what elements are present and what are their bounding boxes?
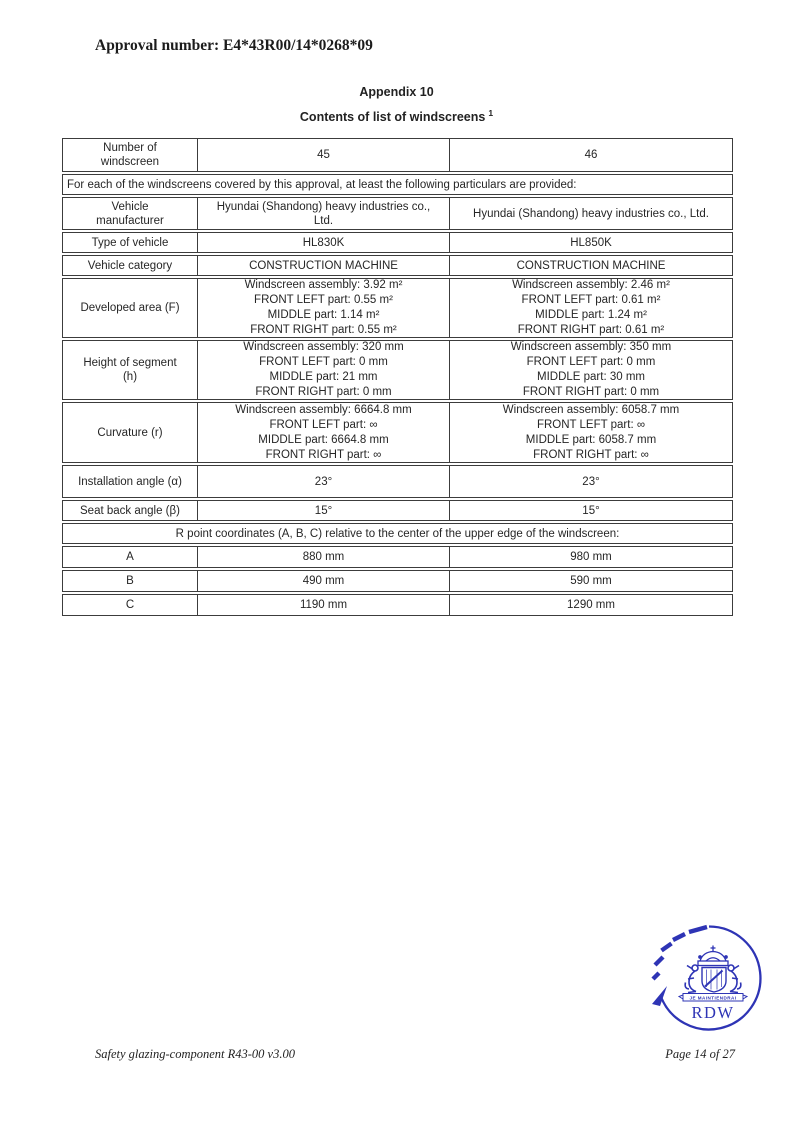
cell-c-45	[197, 595, 449, 615]
cell-text: HL850K	[570, 236, 612, 249]
table-row-seat-back-angle	[62, 500, 733, 521]
multiline-values	[243, 341, 403, 399]
value-line: MIDDLE part: 6058.7 mm	[525, 433, 657, 446]
multiline-values	[512, 279, 670, 337]
cell-b-46	[449, 571, 732, 591]
multiline-values	[511, 341, 671, 399]
table-row-curvature	[62, 402, 733, 463]
cell-installation-angle-46	[449, 466, 732, 497]
cell-type-46	[449, 233, 732, 252]
row-header-vehicle-category	[63, 256, 197, 275]
cell-text: 23°	[314, 475, 333, 488]
row-header-a	[63, 547, 197, 567]
crown-icon	[698, 946, 728, 966]
table-row-developed-area	[62, 278, 733, 338]
cell-curvature-45	[197, 403, 449, 462]
multiline-values	[503, 403, 679, 462]
value-line: Windscreen assembly: 350 mm	[510, 341, 672, 353]
shield-icon	[702, 968, 726, 993]
row-header-c	[63, 595, 197, 615]
value-line: MIDDLE part: 1.14 m²	[267, 309, 380, 321]
cell-windscreen-46-number	[449, 139, 732, 171]
row-label: B	[126, 575, 134, 587]
value-line: Windscreen assembly: 6664.8 mm	[235, 403, 412, 416]
appendix-title: Appendix 10	[359, 85, 434, 99]
footnote-marker: 1	[488, 108, 494, 118]
motto-text: JE MAINTIENDRAI	[689, 995, 737, 1001]
value-line: FRONT RIGHT part: ∞	[533, 448, 649, 461]
multiline-values	[235, 403, 411, 462]
row-label: Vehicle category	[87, 259, 173, 272]
cell-developed-area-46	[449, 279, 732, 337]
rdw-stamp-logo	[650, 920, 768, 1038]
cell-text: 880 mm	[302, 551, 345, 563]
value-line: Windscreen assembly: 6058.7 mm	[502, 403, 680, 416]
table-row-coordinate-c	[62, 594, 733, 616]
value-line: MIDDLE part: 6664.8 mm	[258, 433, 389, 446]
row-label: Installation angle (α)	[78, 475, 182, 488]
footer-document-id: Safety glazing-component R43-00 v3.00	[95, 1047, 295, 1061]
value-line: FRONT LEFT part: 0.55 m²	[254, 294, 393, 306]
cell-text: CONSTRUCTION MACHINE	[249, 259, 398, 272]
table-row-type-of-vehicle	[62, 232, 733, 253]
footer-page-number: Page 14 of 27	[665, 1047, 735, 1061]
value-line: FRONT RIGHT part: 0 mm	[522, 386, 660, 398]
row-label: Curvature (r)	[97, 426, 163, 439]
r-point-heading-cell	[63, 524, 732, 543]
value-line: FRONT LEFT part: ∞	[269, 418, 378, 431]
cell-text: HL830K	[302, 236, 345, 249]
table-row-coordinate-b	[62, 570, 733, 592]
value-line: FRONT LEFT part: 0 mm	[526, 356, 656, 368]
cell-text: 980 mm	[570, 551, 612, 563]
row-header-height-of-segment	[63, 341, 197, 399]
cell-type-45	[197, 233, 449, 252]
cell-text: 15°	[314, 504, 333, 517]
cell-curvature-46	[449, 403, 732, 462]
cell-text: 1190 mm	[299, 599, 348, 611]
table-row-installation-angle	[62, 465, 733, 498]
table-row-vehicle-manufacturer	[62, 197, 733, 230]
cell-text: 490 mm	[302, 575, 345, 587]
cell-text: 1290 mm	[567, 599, 615, 611]
row-label: Seat back angle (β)	[80, 504, 180, 517]
cell-installation-angle-45	[197, 466, 449, 497]
value-line: Windscreen assembly: 2.46 m²	[512, 279, 670, 291]
table-row-height-of-segment	[62, 340, 733, 400]
cell-text: 590 mm	[570, 575, 612, 587]
multiline-values	[245, 279, 403, 337]
cell-text: Hyundai (Shandong) heavy industries co., Ltd.	[473, 207, 709, 220]
contents-title-text: Contents of list of windscreens	[299, 110, 486, 125]
note-cell	[63, 175, 732, 194]
note-text: For each of the windscreens covered by this approval, at least the following particulars are provided:	[67, 178, 577, 191]
row-label: C	[125, 599, 135, 611]
cell-a-46	[449, 547, 732, 567]
windscreen-table	[62, 138, 733, 616]
value-line: MIDDLE part: 1.24 m²	[535, 309, 647, 321]
contents-title	[0, 108, 793, 124]
cell-seat-back-angle-46	[449, 501, 732, 520]
row-label: Vehicle manufacturer	[96, 200, 164, 227]
row-header-number-of-windscreen	[63, 139, 197, 171]
r-point-heading-text: R point coordinates (A, B, C) relative to the center of the upper edge of the windscreen:	[175, 527, 620, 540]
lion-left-icon	[685, 965, 698, 993]
cell-height-46	[449, 341, 732, 399]
row-header-installation-angle	[63, 466, 197, 497]
table-row-coordinate-a	[62, 546, 733, 568]
value-line: FRONT RIGHT part: 0.61 m²	[517, 324, 665, 336]
cell-a-45	[197, 547, 449, 567]
stamp-comet-dashes	[653, 927, 707, 979]
value-line: Windscreen assembly: 320 mm	[243, 341, 404, 353]
cell-text: 45	[317, 149, 330, 161]
cell-text: Hyundai (Shandong) heavy industries co., Ltd.	[216, 200, 431, 227]
cell-category-45	[197, 256, 449, 275]
cell-windscreen-45-number	[197, 139, 449, 171]
cell-seat-back-angle-45	[197, 501, 449, 520]
value-line: FRONT LEFT part: ∞	[536, 418, 646, 431]
cell-manufacturer-45	[197, 198, 449, 229]
rdw-text: RDW	[691, 1003, 735, 1022]
cell-text: 15°	[582, 504, 600, 517]
table-row-r-point-heading	[62, 523, 733, 544]
cell-text: 46	[584, 149, 598, 161]
value-line: MIDDLE part: 21 mm	[269, 371, 378, 383]
row-header-vehicle-manufacturer	[63, 198, 197, 229]
table-row-note	[62, 174, 733, 195]
value-line: FRONT LEFT part: 0.61 m²	[521, 294, 661, 306]
row-header-type-of-vehicle	[63, 233, 197, 252]
cell-manufacturer-46	[449, 198, 732, 229]
table-row-vehicle-category	[62, 255, 733, 276]
cell-b-45	[197, 571, 449, 591]
motto-banner	[679, 994, 747, 1002]
lion-right-icon	[728, 965, 741, 993]
row-header-curvature	[63, 403, 197, 462]
cell-c-46	[449, 595, 732, 615]
cell-text: 23°	[582, 475, 600, 488]
value-line: FRONT RIGHT part: 0 mm	[255, 386, 392, 398]
value-line: FRONT RIGHT part: 0.55 m²	[250, 324, 397, 336]
value-line: FRONT RIGHT part: ∞	[265, 448, 382, 461]
row-label: Height of segment (h)	[83, 357, 177, 383]
value-line: Windscreen assembly: 3.92 m²	[244, 279, 403, 291]
row-header-b	[63, 571, 197, 591]
row-header-developed-area	[63, 279, 197, 337]
cell-height-45	[197, 341, 449, 399]
row-header-seat-back-angle	[63, 501, 197, 520]
cell-category-46	[449, 256, 732, 275]
row-label: A	[126, 551, 134, 563]
row-label: Developed area (F)	[80, 302, 180, 314]
row-label: Number of windscreen	[100, 142, 160, 168]
table-row-number-of-windscreen	[62, 138, 733, 172]
cell-text: CONSTRUCTION MACHINE	[516, 259, 666, 272]
value-line: MIDDLE part: 30 mm	[536, 371, 645, 383]
row-label: Type of vehicle	[91, 236, 169, 249]
value-line: FRONT LEFT part: 0 mm	[259, 356, 388, 368]
approval-number-line: Approval number: E4*43R00/14*0268*09	[95, 37, 373, 54]
cell-developed-area-45	[197, 279, 449, 337]
